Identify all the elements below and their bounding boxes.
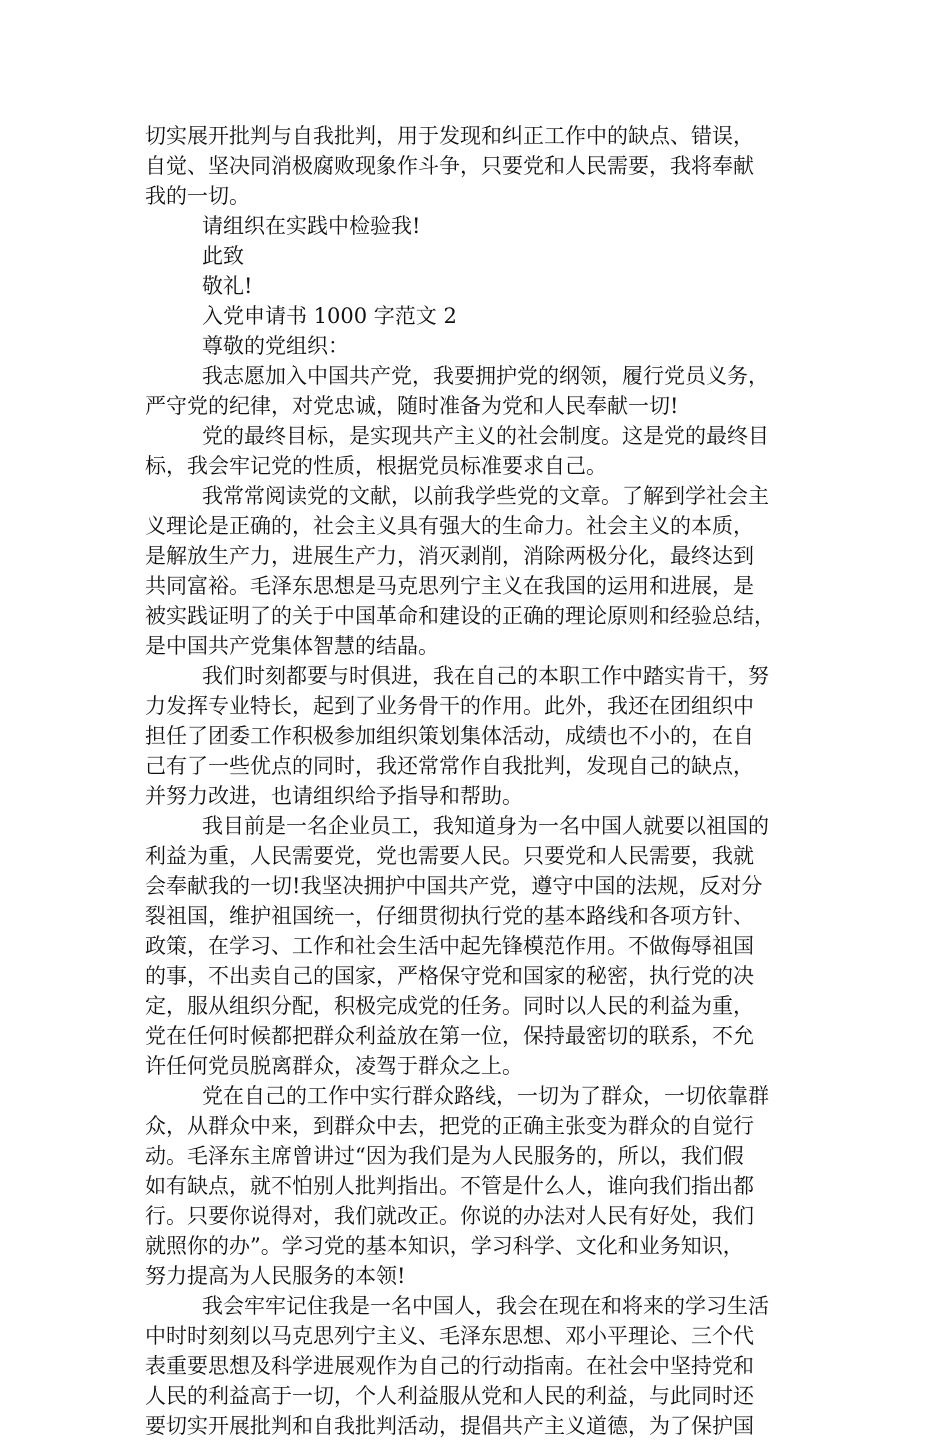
text-line: 定，服从组织分配，积极完成党的任务。同时以人民的利益为重， bbox=[145, 994, 754, 1018]
text-line: 会奉献我的一切!我坚决拥护中国共产党，遵守中国的法规，反对分 bbox=[145, 874, 763, 898]
text-line: 我志愿加入中国共产党，我要拥护党的纲领，履行党员义务， bbox=[202, 364, 769, 388]
text-line: 尊敬的党组织： bbox=[202, 334, 349, 358]
text-line: 我常常阅读党的文献，以前我学些党的文章。了解到学社会主 bbox=[202, 484, 769, 508]
text-line: 许任何党员脱离群众，凌驾于群众之上。 bbox=[145, 1054, 523, 1078]
document-body bbox=[145, 121, 805, 1441]
text-line: 表重要思想及科学进展观作为自己的行动指南。在社会中坚持党和 bbox=[145, 1354, 754, 1378]
text-line: 人民的利益高于一切，个人利益服从党和人民的利益，与此同时还 bbox=[145, 1384, 754, 1408]
text-line: 入党申请书 1000 字范文 2 bbox=[202, 304, 457, 328]
text-line: 党的最终目标，是实现共产主义的社会制度。这是党的最终目 bbox=[202, 424, 769, 448]
text-line: 是中国共产党集体智慧的结晶。 bbox=[145, 634, 439, 658]
text-line: 要切实开展批判和自我批判活动，提倡共产主义道德，为了保护国 bbox=[145, 1414, 754, 1438]
text-line: 担任了团委工作积极参加组织策划集体活动，成绩也不小的，在自 bbox=[145, 724, 754, 748]
text-line: 就照你的办”。学习党的基本知识，学习科学、文化和业务知识， bbox=[145, 1234, 744, 1258]
text-line: 我目前是一名企业员工，我知道身为一名中国人就要以祖国的 bbox=[202, 814, 769, 838]
text-line: 众，从群众中来，到群众中去，把党的正确主张变为群众的自觉行 bbox=[145, 1114, 754, 1138]
text-line: 政策，在学习、工作和社会生活中起先锋模范作用。不做侮辱祖国 bbox=[145, 934, 754, 958]
text-line: 请组织在实践中检验我! bbox=[202, 214, 421, 238]
text-line: 我会牢牢记住我是一名中国人，我会在现在和将来的学习生活 bbox=[202, 1294, 769, 1318]
text-line: 行。只要你说得对，我们就改正。你说的办法对人民有好处，我们 bbox=[145, 1204, 754, 1228]
text-line: 被实践证明了的关于中国革命和建设的正确的理论原则和经验总结， bbox=[145, 604, 775, 628]
text-line: 共同富裕。毛泽东思想是马克思列宁主义在我国的运用和进展，是 bbox=[145, 574, 754, 598]
text-line: 党在任何时候都把群众利益放在第一位，保持最密切的联系，不允 bbox=[145, 1024, 754, 1048]
text-line: 力发挥专业特长，起到了业务骨干的作用。此外，我还在团组织中 bbox=[145, 694, 754, 718]
text-line: 义理论是正确的，社会主义具有强大的生命力。社会主义的本质， bbox=[145, 514, 754, 538]
text-line: 如有缺点，就不怕别人批判指出。不管是什么人，谁向我们指出都 bbox=[145, 1174, 754, 1198]
text-line: 自觉、坚决同消极腐败现象作斗争，只要党和人民需要，我将奉献 bbox=[145, 154, 754, 178]
text-line: 己有了一些优点的同时，我还常常作自我批判，发现自己的缺点， bbox=[145, 754, 754, 778]
text-line: 是解放生产力，进展生产力，消灭剥削，消除两极分化，最终达到 bbox=[145, 544, 754, 568]
text-line: 裂祖国，维护祖国统一，仔细贯彻执行党的基本路线和各项方针、 bbox=[145, 904, 754, 928]
text-line: 党在自己的工作中实行群众路线，一切为了群众，一切依靠群 bbox=[202, 1084, 769, 1108]
text-line: 严守党的纪律，对党忠诚，随时准备为党和人民奉献一切! bbox=[145, 394, 679, 418]
text-line: 努力提高为人民服务的本领! bbox=[145, 1264, 406, 1288]
text-line: 切实展开批判与自我批判，用于发现和纠正工作中的缺点、错误， bbox=[145, 124, 754, 148]
text-line: 动。毛泽东主席曾讲过“因为我们是为人民服务的，所以，我们假 bbox=[145, 1144, 744, 1168]
text-line: 标，我会牢记党的性质，根据党员标准要求自己。 bbox=[145, 454, 607, 478]
text-line: 我们时刻都要与时俱进，我在自己的本职工作中踏实肯干，努 bbox=[202, 664, 769, 688]
text-line: 并努力改进，也请组织给予指导和帮助。 bbox=[145, 784, 523, 808]
text-line: 我的一切。 bbox=[145, 184, 250, 208]
text-line: 敬礼! bbox=[202, 274, 253, 298]
text-line: 的事，不出卖自己的国家，严格保守党和国家的秘密，执行党的决 bbox=[145, 964, 754, 988]
text-line: 利益为重，人民需要党，党也需要人民。只要党和人民需要，我就 bbox=[145, 844, 754, 868]
text-line: 此致 bbox=[202, 244, 244, 268]
text-line: 中时时刻刻以马克思列宁主义、毛泽东思想、邓小平理论、三个代 bbox=[145, 1324, 754, 1348]
